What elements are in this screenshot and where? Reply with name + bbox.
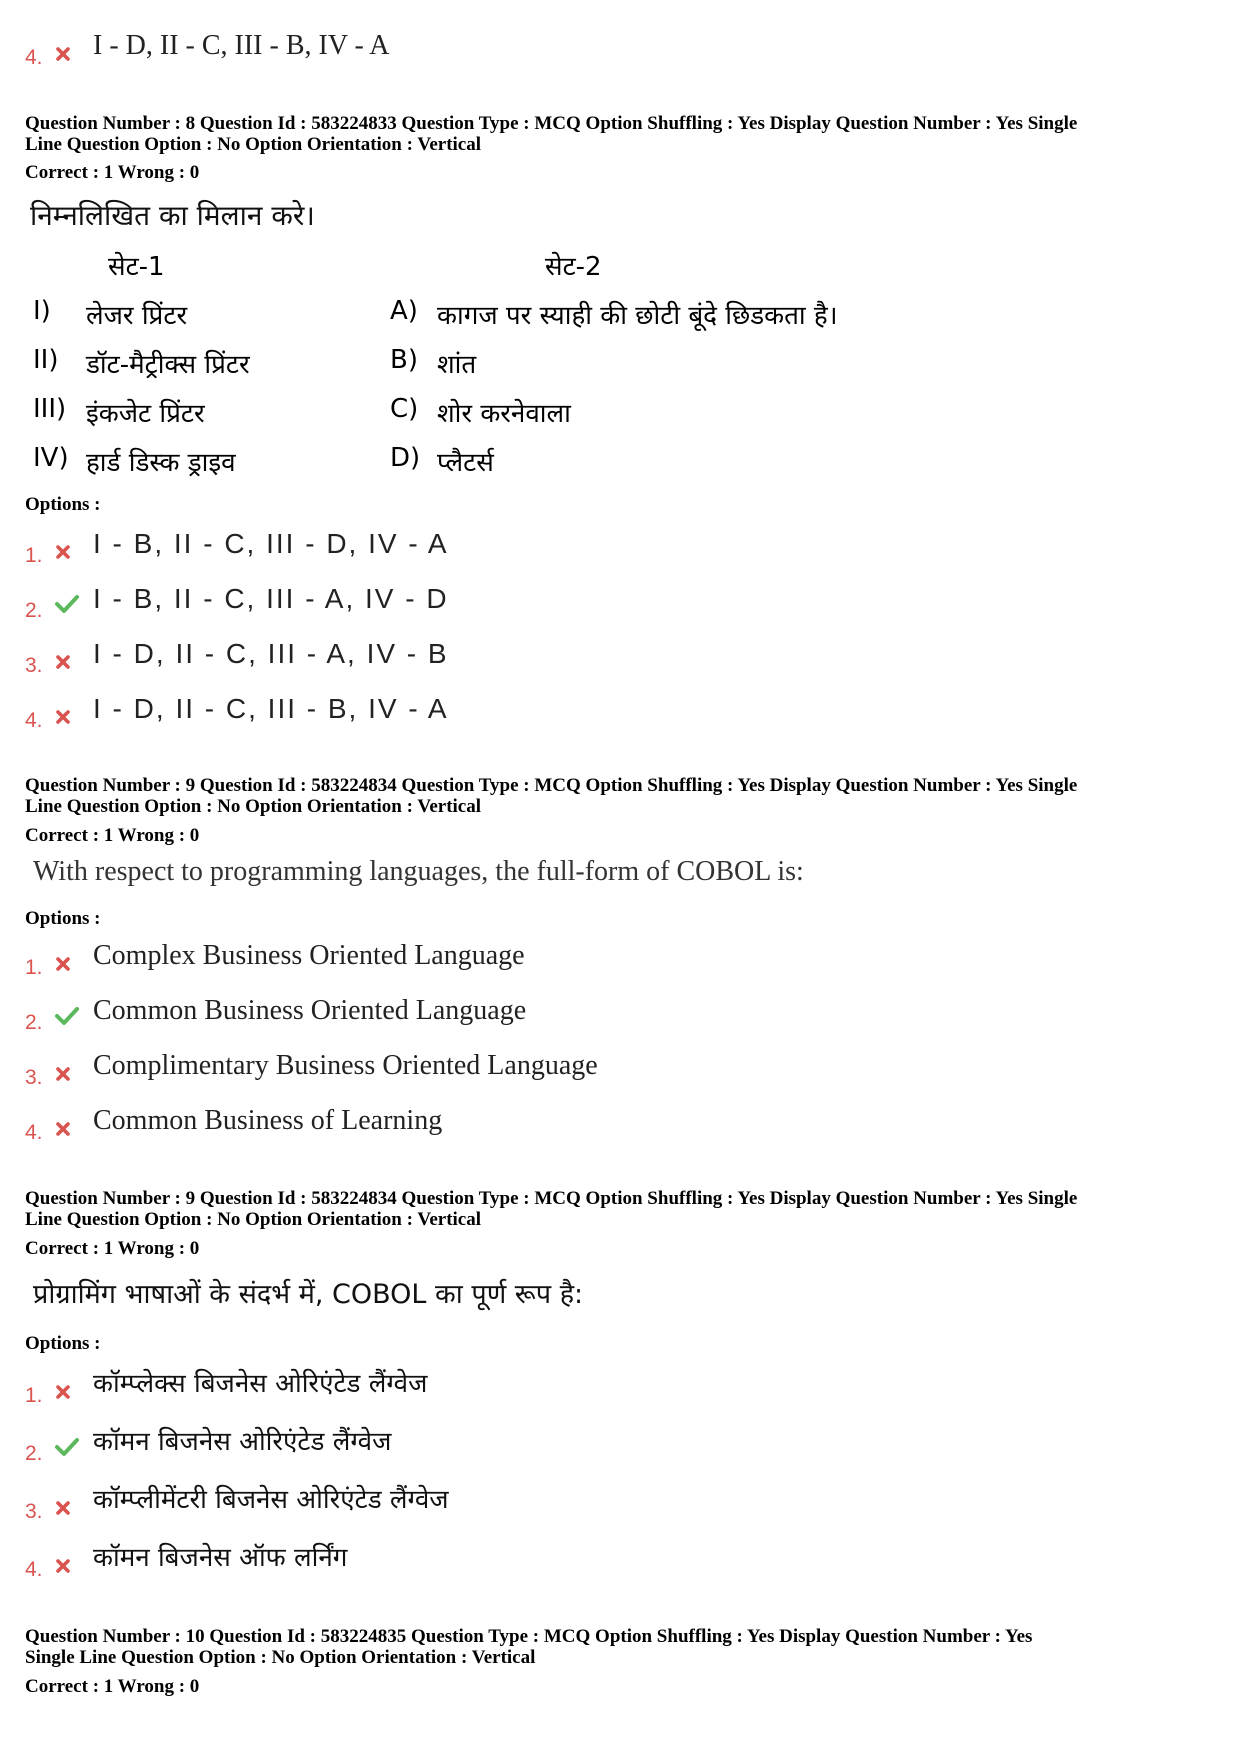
option-number: 2. [25, 1442, 43, 1465]
meta-line-2: Single Line Question Option : No Option Orientation : Vertical [25, 1647, 536, 1668]
option-text: कॉमन बिजनेस ओरिएंटेड लैंग्वेज [93, 1427, 392, 1457]
option-number: 1. [25, 1384, 43, 1407]
option-1 [25, 1360, 428, 1407]
wrong-icon [55, 709, 93, 725]
set-2-label: D) [390, 443, 421, 473]
set-1-label: I) [33, 296, 51, 326]
option-text: I - D, II - C, III - B, IV - A [93, 693, 449, 724]
option-3 [25, 630, 449, 677]
option-number: 4. [25, 1558, 43, 1581]
option-number: 4. [25, 709, 43, 732]
set-1-item: लेजर प्रिंटर [86, 301, 188, 331]
set-1-item: डॉट-मैट्रीक्स प्रिंटर [86, 350, 250, 380]
option-text: कॉमन बिजनेस ऑफ लर्निंग [93, 1543, 348, 1573]
set-2-header: सेट-2 [545, 252, 602, 282]
question-9-hindi-meta [25, 1188, 1225, 1230]
meta-line-1: Question Number : 8 Question Id : 583224833 Question Type : MCQ Option Shuffling : Yes Display Question Number : Yes Single [25, 113, 1078, 134]
wrong-icon [55, 956, 93, 972]
options-label: Options : [25, 1333, 101, 1354]
correct-wrong: Correct : 1 Wrong : 0 [25, 825, 200, 846]
question-8-meta [25, 113, 1225, 155]
set-1-header: सेट-1 [108, 252, 165, 282]
correct-wrong: Correct : 1 Wrong : 0 [25, 162, 200, 183]
wrong-icon [55, 46, 93, 62]
option-4 [25, 1097, 443, 1144]
option-number: 2. [25, 599, 43, 622]
option-text: Complex Business Oriented Language [93, 940, 525, 971]
set-2-label: A) [390, 296, 418, 326]
option-text: Common Business of Learning [93, 1105, 443, 1136]
option-text: I - B, II - C, III - D, IV - A [93, 528, 449, 559]
wrong-icon [55, 544, 93, 560]
option-number: 4. [25, 1121, 43, 1144]
meta-line-1: Question Number : 10 Question Id : 583224835 Question Type : MCQ Option Shuffling : Yes Display Question Number : Yes [25, 1626, 1033, 1647]
option-number: 1. [25, 956, 43, 979]
set-2-item: शोर करनेवाला [437, 399, 571, 429]
question-text: प्रोग्रामिंग भाषाओं के संदर्भ में, COBOL का पूर्ण रूप है: [33, 1279, 584, 1310]
meta-line-1: Question Number : 9 Question Id : 583224834 Question Type : MCQ Option Shuffling : Yes Display Question Number : Yes Single [25, 775, 1078, 796]
check-icon [55, 1005, 93, 1027]
option-text: कॉम्प्लीमेंटरी बिजनेस ओरिएंटेड लैंग्वेज [93, 1485, 449, 1515]
option-2 [25, 1418, 392, 1465]
set-1-label: II) [33, 345, 59, 375]
option-1 [25, 520, 449, 567]
options-label: Options : [25, 908, 101, 929]
meta-line-2: Line Question Option : No Option Orientation : Vertical [25, 134, 482, 155]
set-1-item: हार्ड डिस्क ड्राइव [86, 448, 236, 478]
set-2-item: प्लैटर्स [437, 448, 494, 478]
question-9-meta [25, 775, 1225, 817]
wrong-icon [55, 1500, 93, 1516]
option-text: I - B, II - C, III - A, IV - D [93, 583, 449, 614]
check-icon [55, 1436, 93, 1458]
wrong-icon [55, 1066, 93, 1082]
check-icon [55, 593, 93, 615]
wrong-icon [55, 1558, 93, 1574]
option-2 [25, 987, 527, 1034]
wrong-icon [55, 1384, 93, 1400]
option-text: Common Business Oriented Language [93, 995, 527, 1026]
option-1 [25, 932, 525, 979]
option-number: 2. [25, 1011, 43, 1034]
question-text: With respect to programming languages, the full-form of COBOL is: [33, 856, 804, 887]
wrong-icon [55, 654, 93, 670]
option-number: 1. [25, 544, 43, 567]
option-3 [25, 1042, 598, 1089]
correct-wrong: Correct : 1 Wrong : 0 [25, 1676, 200, 1697]
set-1-label: IV) [33, 443, 69, 473]
option-4 [25, 685, 449, 732]
wrong-icon [55, 1121, 93, 1137]
question-10-meta [25, 1626, 1225, 1668]
set-2-label: C) [390, 394, 419, 424]
option-3 [25, 1476, 449, 1523]
option-text: I - D, II - C, III - B, IV - A [93, 30, 390, 61]
option-4 [25, 1534, 348, 1581]
meta-line-2: Line Question Option : No Option Orientation : Vertical [25, 1209, 482, 1230]
meta-line-1: Question Number : 9 Question Id : 583224834 Question Type : MCQ Option Shuffling : Yes Display Question Number : Yes Single [25, 1188, 1078, 1209]
set-1-item: इंकजेट प्रिंटर [86, 399, 205, 429]
set-2-item: शांत [437, 350, 477, 380]
question-text: निम्नलिखित का मिलान करे। [30, 199, 315, 232]
option-number: 4. [25, 46, 43, 69]
option-number: 3. [25, 654, 43, 677]
option-text: कॉम्प्लेक्स बिजनेस ओरिएंटेड लैंग्वेज [93, 1369, 428, 1399]
carryover-option [25, 22, 390, 69]
option-2 [25, 575, 449, 622]
option-text: Complimentary Business Oriented Language [93, 1050, 598, 1081]
set-2-item: कागज पर स्याही की छोटी बूंदे छिडकता है। [437, 301, 838, 331]
options-label: Options : [25, 494, 101, 515]
correct-wrong: Correct : 1 Wrong : 0 [25, 1238, 200, 1259]
option-text: I - D, II - C, III - A, IV - B [93, 638, 449, 669]
meta-line-2: Line Question Option : No Option Orientation : Vertical [25, 796, 482, 817]
option-number: 3. [25, 1500, 43, 1523]
set-1-label: III) [33, 394, 67, 424]
set-2-label: B) [390, 345, 418, 375]
option-number: 3. [25, 1066, 43, 1089]
